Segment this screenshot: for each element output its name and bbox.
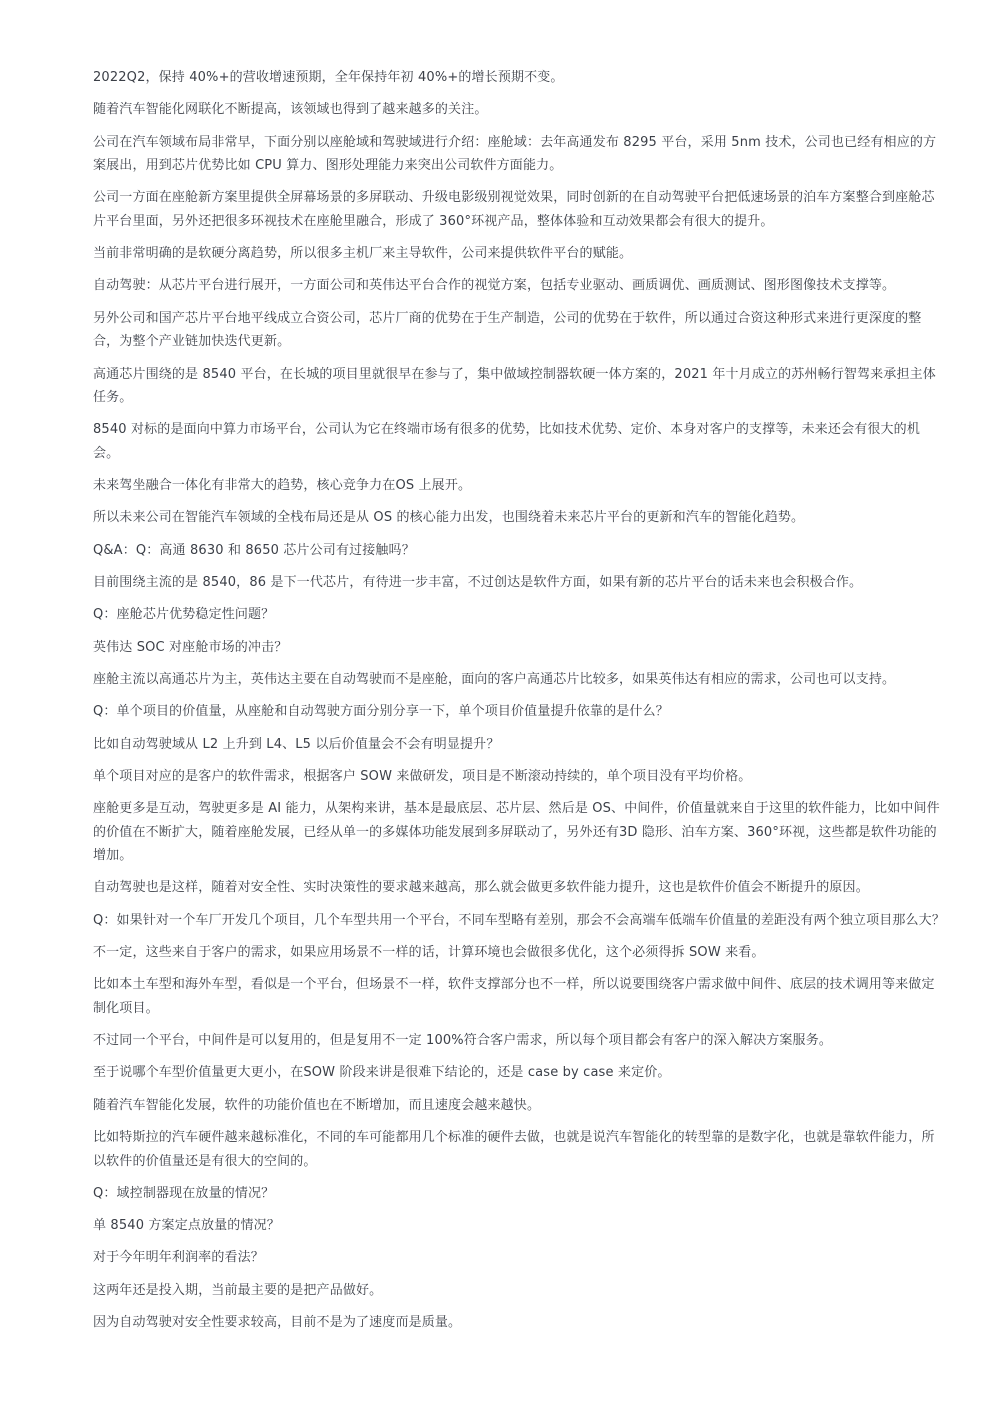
qa-answer: 不过同一个平台，中间件是可以复用的，但是复用不一定 100%符合客户需求，所以每个项目都会有客户的深入解决方案服务。	[93, 1033, 832, 1049]
paragraph: 当前非常明确的是软硬分离趋势，所以很多主机厂来主导软件，公司来提供软件平台的赋能。	[93, 246, 633, 262]
qa-answer: 目前围绕主流的是 8540，86 是下一代芯片，有待进一步丰富，不过创达是软件方面，如果有新的芯片平台的话未来也会积极合作。	[93, 575, 863, 591]
qa-answer: 这两年还是投入期，当前最主要的是把产品做好。	[93, 1282, 383, 1298]
paragraph: 另外公司和国产芯片平台地平线成立合资公司，芯片厂商的优势在于生产制造，公司的优势在于软件，所以通过合资这种形式来进行更深度的整合，为整个产业链加快迭代更新。	[93, 310, 922, 350]
qa-question: Q&A：Q：高通 8630 和 8650 芯片公司有过接触吗？	[93, 542, 415, 558]
qa-answer: 至于说哪个车型价值量更大更小，在SOW 阶段来讲是很难下结论的，还是 case by case 来定价。	[93, 1065, 671, 1081]
qa-question: Q：域控制器现在放量的情况？	[93, 1185, 275, 1201]
paragraph: 高通芯片围绕的是 8540 平台，在长城的项目里就很早在参与了，集中做域控制器软硬一体方案的，2021 年十月成立的苏州畅行智驾来承担主体任务。	[93, 366, 936, 406]
qa-answer: 比如本土车型和海外车型，看似是一个平台，但场景不一样，软件支撑部分也不一样，所以说要围绕客户需求做中间件、底层的技术调用等来做定制化项目。	[93, 977, 935, 1016]
paragraph: 未来驾坐融合一体化有非常大的趋势，核心竞争力在OS 上展开。	[93, 478, 472, 494]
qa-answer: 座舱更多是互动，驾驶更多是 AI 能力，从架构来讲，基本是最底层、芯片层、然后是 OS、中间件，价值量就来自于这里的软件能力，比如中间件的价值在不断扩大，随着座舱发展，已经从单一的多媒体功能发展到多屏联动了，另外还有3D 隐形、泊车方案、360°环视，这些都是软件功能的增加。	[93, 801, 940, 864]
paragraph: 2022Q2，保持 40%+的营收增速预期，全年保持年初 40%+的增长预期不变。	[93, 70, 564, 85]
qa-answer: 不一定，这些来自于客户的需求，如果应用场景不一样的话，计算环境也会做很多优化，这个必须得拆 SOW 来看。	[93, 945, 765, 961]
qa-question: 英伟达 SOC 对座舱市场的冲击？	[93, 639, 288, 655]
paragraph: 8540 对标的是面向中算力市场平台，公司认为它在终端市场有很多的优势，比如技术优势、定价、本身对客户的支撑等，未来还会有很大的机会。	[93, 422, 920, 461]
qa-answer: 自动驾驶也是这样，随着对安全性、实时决策性的要求越来越高，那么就会做更多软件能力提升，这也是软件价值会不断提升的原因。	[93, 880, 869, 896]
paragraph: 所以未来公司在智能汽车领域的全栈布局还是从 OS 的核心能力出发，也围绕着未来芯片平台的更新和汽车的智能化趋势。	[93, 510, 805, 526]
document-body	[93, 66, 945, 1343]
qa-question: 比如自动驾驶域从 L2 上升到 L4、L5 以后价值量会不会有明显提升？	[93, 736, 500, 752]
qa-question: Q：座舱芯片优势稳定性问题？	[93, 607, 275, 623]
qa-question: 对于今年明年利润率的看法？	[93, 1250, 264, 1266]
paragraph: 自动驾驶：从芯片平台进行展开，一方面公司和英伟达平台合作的视觉方案，包括专业驱动、画质调优、画质测试、图形图像技术支撑等。	[93, 278, 896, 294]
qa-answer: 因为自动驾驶对安全性要求较高，目前不是为了速度而是质量。	[93, 1315, 462, 1330]
qa-answer: 座舱主流以高通芯片为主，英伟达主要在自动驾驶而不是座舱，面向的客户高通芯片比较多，如果英伟达有相应的需求，公司也可以支持。	[93, 671, 896, 687]
qa-answer: 比如特斯拉的汽车硬件越来越标准化，不同的车可能都用几个标准的硬件去做，也就是说汽车智能化的转型靠的是数字化，也就是靠软件能力，所以软件的价值量还是有很大的空间的。	[93, 1130, 935, 1169]
qa-question: Q：如果针对一个车厂开发几个项目，几个车型共用一个平台，不同车型略有差别，那会不会高端车低端车价值量的差距没有两个独立项目那么大？	[93, 912, 945, 928]
paragraph: 公司在汽车领域布局非常早，下面分别以座舱域和驾驶域进行介绍：座舱域：去年高通发布 8295 平台，采用 5nm 技术，公司也已经有相应的方案展出，用到芯片优势比如 CPU 算力、图形处理能力来突出公司软件方面能力。	[93, 134, 937, 174]
paragraph: 随着汽车智能化网联化不断提高，该领域也得到了越来越多的关注。	[93, 102, 488, 118]
qa-answer: 单个项目对应的是客户的软件需求，根据客户 SOW 来做研发，项目是不断滚动持续的，单个项目没有平均价格。	[93, 768, 752, 784]
qa-question: 单 8540 方案定点放量的情况？	[93, 1218, 280, 1234]
paragraph: 公司一方面在座舱新方案里提供全屏幕场景的多屏联动、升级电影级别视觉效果，同时创新的在自动驾驶平台把低速场景的泊车方案整合到座舱芯片平台里面，另外还把很多环视技术在座舱里融合，形成了 360°环视产品，整体体验和互动效果都会有很大的提升。	[93, 190, 935, 229]
qa-answer: 随着汽车智能化发展，软件的功能价值也在不断增加，而且速度会越来越快。	[93, 1097, 541, 1113]
qa-question: Q：单个项目的价值量，从座舱和自动驾驶方面分别分享一下，单个项目价值量提升依靠的是什么？	[93, 704, 669, 720]
